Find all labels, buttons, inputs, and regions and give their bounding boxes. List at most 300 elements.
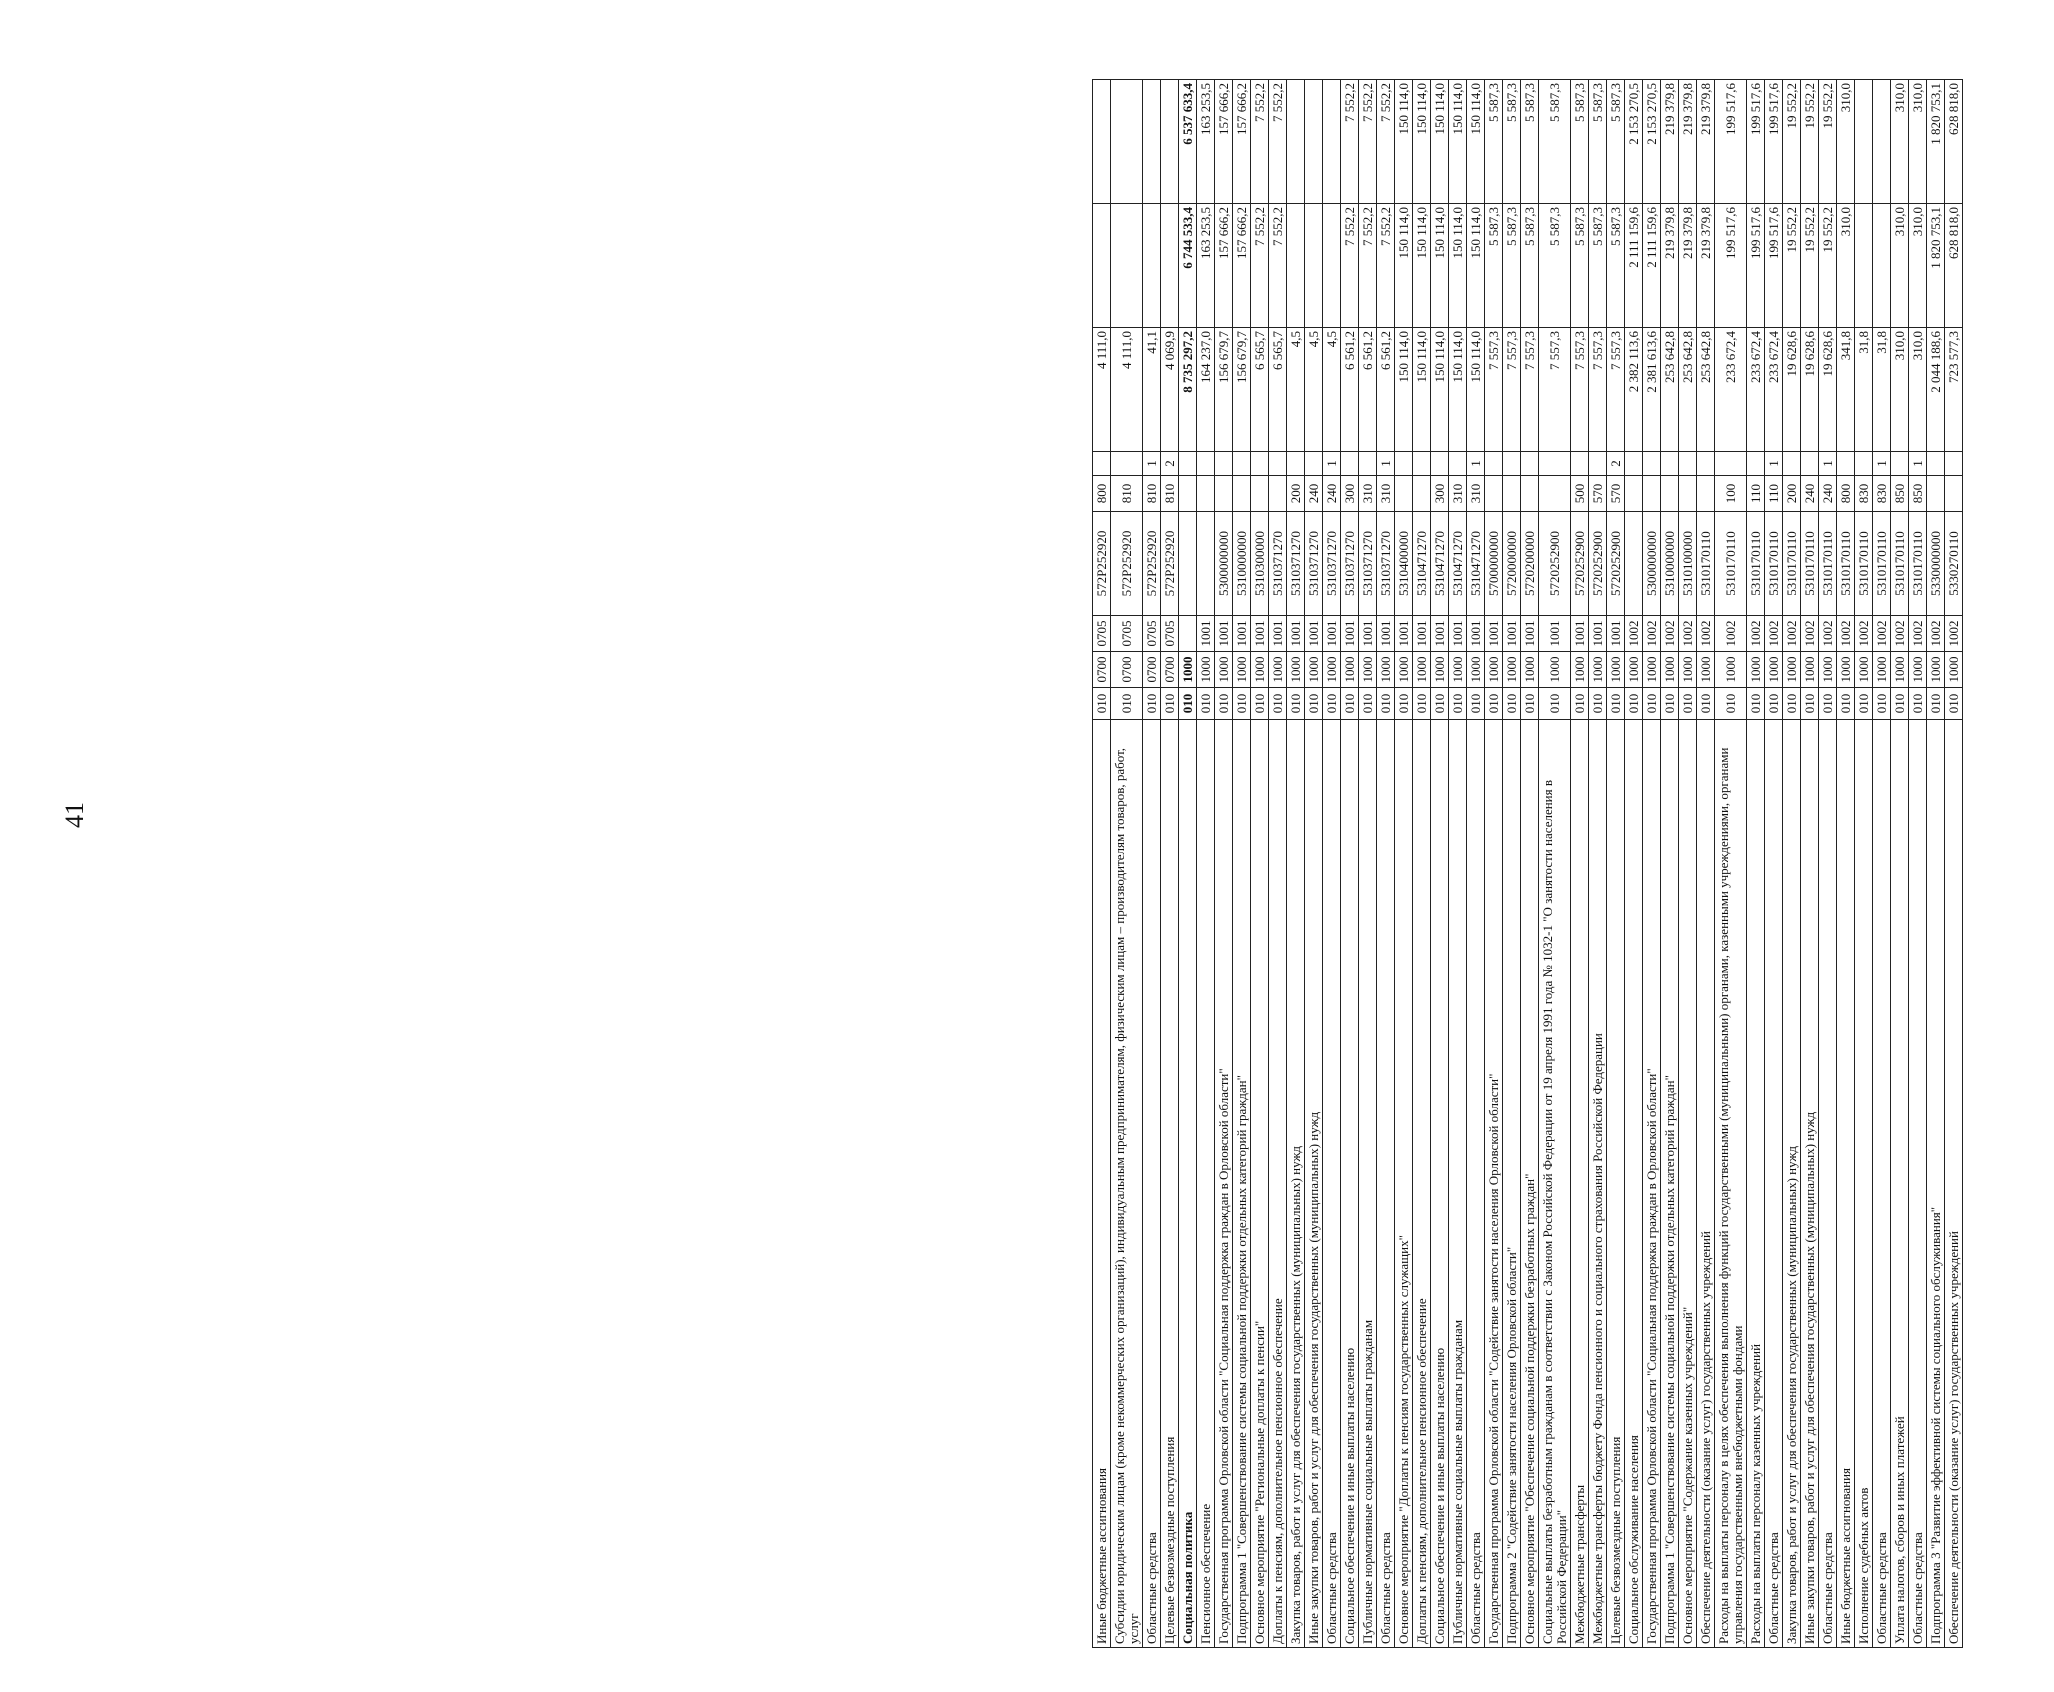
expense-type-code: 300 bbox=[1341, 476, 1359, 512]
amount-year-2: 150 114,0 bbox=[1467, 204, 1485, 328]
section-code: 1000 bbox=[1625, 652, 1643, 688]
amount-year-2: 219 379,8 bbox=[1661, 204, 1679, 328]
table-row bbox=[1179, 80, 1197, 1648]
section-code: 1000 bbox=[1377, 652, 1395, 688]
row-name: Областные средства bbox=[1143, 720, 1161, 1648]
table-row bbox=[1323, 80, 1341, 1648]
amount-year-2: 219 379,8 bbox=[1697, 204, 1715, 328]
source-mark: 1 bbox=[1873, 452, 1891, 476]
subsection-code: 0705 bbox=[1161, 616, 1179, 652]
subsection-code: 1001 bbox=[1215, 616, 1233, 652]
section-code: 1000 bbox=[1467, 652, 1485, 688]
amount-year-3: 19 552,2 bbox=[1819, 80, 1837, 204]
target-article-code: 5310371270 bbox=[1341, 512, 1359, 616]
table-row bbox=[1891, 80, 1909, 1648]
row-name: Субсидии юридическим лицам (кроме некоммерческих организаций), индивидуальным предпринимателям, физическим лицам – производителям товаров, работ, услуг bbox=[1111, 720, 1143, 1648]
expense-type-code bbox=[1697, 476, 1715, 512]
section-code: 1000 bbox=[1819, 652, 1837, 688]
expense-type-code bbox=[1679, 476, 1697, 512]
target-article-code bbox=[1197, 512, 1215, 616]
section-code: 1000 bbox=[1323, 652, 1341, 688]
amount-year-3: 5 587,3 bbox=[1589, 80, 1607, 204]
amount-year-3 bbox=[1287, 80, 1305, 204]
amount-year-3: 150 114,0 bbox=[1431, 80, 1449, 204]
source-mark bbox=[1359, 452, 1377, 476]
expense-type-code: 810 bbox=[1161, 476, 1179, 512]
section-code: 1000 bbox=[1571, 652, 1589, 688]
target-article-code: 5310471270 bbox=[1431, 512, 1449, 616]
section-code: 1000 bbox=[1697, 652, 1715, 688]
table-row bbox=[1607, 80, 1625, 1648]
ministry-code: 010 bbox=[1837, 688, 1855, 720]
amount-year-3: 219 379,8 bbox=[1661, 80, 1679, 204]
amount-year-1: 31,8 bbox=[1855, 328, 1873, 452]
target-article-code: 5720200000 bbox=[1521, 512, 1539, 616]
ministry-code: 010 bbox=[1625, 688, 1643, 720]
expense-type-code bbox=[1269, 476, 1287, 512]
source-mark bbox=[1589, 452, 1607, 476]
section-code: 1000 bbox=[1661, 652, 1679, 688]
table-row bbox=[1521, 80, 1539, 1648]
target-article-code: 5310471270 bbox=[1413, 512, 1431, 616]
ministry-code: 010 bbox=[1715, 688, 1747, 720]
expense-type-code: 850 bbox=[1909, 476, 1927, 512]
ministry-code: 010 bbox=[1161, 688, 1179, 720]
amount-year-3: 5 587,3 bbox=[1607, 80, 1625, 204]
amount-year-1: 150 114,0 bbox=[1395, 328, 1413, 452]
row-name: Областные средства bbox=[1765, 720, 1783, 1648]
amount-year-2: 310,0 bbox=[1837, 204, 1855, 328]
amount-year-3: 2 153 270,5 bbox=[1643, 80, 1661, 204]
expense-type-code bbox=[1485, 476, 1503, 512]
target-article-code: 5310371270 bbox=[1359, 512, 1377, 616]
amount-year-1: 2 044 188,6 bbox=[1927, 328, 1945, 452]
expense-type-code bbox=[1395, 476, 1413, 512]
ministry-code: 010 bbox=[1093, 688, 1111, 720]
subsection-code: 0705 bbox=[1111, 616, 1143, 652]
table-row bbox=[1679, 80, 1697, 1648]
table-row bbox=[1819, 80, 1837, 1648]
target-article-code: 5310170110 bbox=[1715, 512, 1747, 616]
ministry-code: 010 bbox=[1215, 688, 1233, 720]
ministry-code: 010 bbox=[1589, 688, 1607, 720]
ministry-code: 010 bbox=[1927, 688, 1945, 720]
expense-type-code bbox=[1503, 476, 1521, 512]
rotated-page-content bbox=[1092, 80, 2054, 1648]
expense-type-code bbox=[1215, 476, 1233, 512]
row-name: Основное мероприятие "Обеспечение социальной поддержки безработных граждан" bbox=[1521, 720, 1539, 1648]
source-mark: 1 bbox=[1909, 452, 1927, 476]
expense-type-code: 800 bbox=[1837, 476, 1855, 512]
subsection-code: 1002 bbox=[1765, 616, 1783, 652]
source-mark bbox=[1747, 452, 1765, 476]
row-name: Межбюджетные трансферты бюджету Фонда пенсионного и социального страхования Российской Федерации bbox=[1589, 720, 1607, 1648]
section-code: 1000 bbox=[1909, 652, 1927, 688]
section-code: 1000 bbox=[1449, 652, 1467, 688]
amount-year-1: 7 557,3 bbox=[1589, 328, 1607, 452]
subsection-code: 1002 bbox=[1747, 616, 1765, 652]
amount-year-1: 6 561,2 bbox=[1359, 328, 1377, 452]
target-article-code: 5310170110 bbox=[1819, 512, 1837, 616]
expense-type-code: 300 bbox=[1431, 476, 1449, 512]
table-row bbox=[1359, 80, 1377, 1648]
amount-year-1: 150 114,0 bbox=[1431, 328, 1449, 452]
source-mark bbox=[1837, 452, 1855, 476]
source-mark bbox=[1643, 452, 1661, 476]
source-mark bbox=[1395, 452, 1413, 476]
amount-year-3: 310,0 bbox=[1891, 80, 1909, 204]
section-code: 1000 bbox=[1679, 652, 1697, 688]
ministry-code: 010 bbox=[1697, 688, 1715, 720]
table-row bbox=[1233, 80, 1251, 1648]
subsection-code: 1001 bbox=[1359, 616, 1377, 652]
source-mark bbox=[1927, 452, 1945, 476]
table-row bbox=[1269, 80, 1287, 1648]
table-row bbox=[1251, 80, 1269, 1648]
source-mark bbox=[1449, 452, 1467, 476]
amount-year-1: 253 642,8 bbox=[1661, 328, 1679, 452]
row-name: Социальное обслуживание населения bbox=[1625, 720, 1643, 1648]
amount-year-1: 4,5 bbox=[1287, 328, 1305, 452]
target-article-code: 5700000000 bbox=[1485, 512, 1503, 616]
amount-year-1: 4 111,0 bbox=[1111, 328, 1143, 452]
amount-year-1: 7 557,3 bbox=[1607, 328, 1625, 452]
source-mark: 2 bbox=[1161, 452, 1179, 476]
row-name: Областные средства bbox=[1377, 720, 1395, 1648]
subsection-code: 1002 bbox=[1855, 616, 1873, 652]
target-article-code: 5310400000 bbox=[1395, 512, 1413, 616]
ministry-code: 010 bbox=[1323, 688, 1341, 720]
amount-year-3: 310,0 bbox=[1909, 80, 1927, 204]
target-article-code: 5330000000 bbox=[1927, 512, 1945, 616]
ministry-code: 010 bbox=[1377, 688, 1395, 720]
expense-type-code: 570 bbox=[1589, 476, 1607, 512]
expense-type-code bbox=[1643, 476, 1661, 512]
table-row bbox=[1837, 80, 1855, 1648]
amount-year-3: 150 114,0 bbox=[1413, 80, 1431, 204]
target-article-code: 5720252900 bbox=[1589, 512, 1607, 616]
subsection-code: 1001 bbox=[1197, 616, 1215, 652]
subsection-code: 1002 bbox=[1945, 616, 1963, 652]
source-mark bbox=[1179, 452, 1197, 476]
subsection-code: 1001 bbox=[1377, 616, 1395, 652]
amount-year-2: 7 552,2 bbox=[1341, 204, 1359, 328]
source-mark bbox=[1715, 452, 1747, 476]
amount-year-2 bbox=[1161, 204, 1179, 328]
amount-year-1: 4 069,9 bbox=[1161, 328, 1179, 452]
amount-year-3: 150 114,0 bbox=[1467, 80, 1485, 204]
subsection-code: 1002 bbox=[1783, 616, 1801, 652]
amount-year-2 bbox=[1855, 204, 1873, 328]
target-article-code: 5310371270 bbox=[1287, 512, 1305, 616]
source-mark bbox=[1215, 452, 1233, 476]
amount-year-3: 7 552,2 bbox=[1269, 80, 1287, 204]
amount-year-2: 7 552,2 bbox=[1269, 204, 1287, 328]
amount-year-1: 156 679,7 bbox=[1233, 328, 1251, 452]
table-row bbox=[1697, 80, 1715, 1648]
subsection-code: 1001 bbox=[1467, 616, 1485, 652]
amount-year-2: 7 552,2 bbox=[1377, 204, 1395, 328]
amount-year-3: 5 587,3 bbox=[1539, 80, 1571, 204]
target-article-code: 5330270110 bbox=[1945, 512, 1963, 616]
row-name: Публичные нормативные социальные выплаты гражданам bbox=[1449, 720, 1467, 1648]
table-row bbox=[1161, 80, 1179, 1648]
amount-year-1: 150 114,0 bbox=[1449, 328, 1467, 452]
amount-year-1: 8 735 297,2 bbox=[1179, 328, 1197, 452]
ministry-code: 010 bbox=[1413, 688, 1431, 720]
section-code: 1000 bbox=[1589, 652, 1607, 688]
table-row bbox=[1215, 80, 1233, 1648]
row-name: Иные бюджетные ассигнования bbox=[1093, 720, 1111, 1648]
amount-year-2: 1 820 753,1 bbox=[1927, 204, 1945, 328]
source-mark bbox=[1891, 452, 1909, 476]
amount-year-3: 5 587,3 bbox=[1485, 80, 1503, 204]
expense-type-code: 200 bbox=[1287, 476, 1305, 512]
row-name: Областные средства bbox=[1873, 720, 1891, 1648]
table-row bbox=[1503, 80, 1521, 1648]
amount-year-3: 219 379,8 bbox=[1679, 80, 1697, 204]
source-mark bbox=[1783, 452, 1801, 476]
target-article-code: 5300000000 bbox=[1643, 512, 1661, 616]
row-name: Основное мероприятие "Доплаты к пенсиям государственных служащих" bbox=[1395, 720, 1413, 1648]
section-code: 1000 bbox=[1359, 652, 1377, 688]
table-row bbox=[1643, 80, 1661, 1648]
amount-year-2: 5 587,3 bbox=[1607, 204, 1625, 328]
amount-year-1: 2 382 113,6 bbox=[1625, 328, 1643, 452]
source-mark bbox=[1287, 452, 1305, 476]
amount-year-2: 310,0 bbox=[1891, 204, 1909, 328]
row-name: Областные средства bbox=[1819, 720, 1837, 1648]
target-article-code: 5310000000 bbox=[1661, 512, 1679, 616]
target-article-code: 5310170110 bbox=[1765, 512, 1783, 616]
expense-type-code: 310 bbox=[1377, 476, 1395, 512]
row-name: Основное мероприятие "Региональные доплаты к пенсии" bbox=[1251, 720, 1269, 1648]
source-mark: 1 bbox=[1143, 452, 1161, 476]
subsection-code: 1001 bbox=[1607, 616, 1625, 652]
section-code: 1000 bbox=[1395, 652, 1413, 688]
amount-year-1: 6 565,7 bbox=[1251, 328, 1269, 452]
row-name: Государственная программа Орловской области "Социальная поддержка граждан в Орловской области" bbox=[1215, 720, 1233, 1648]
section-code: 1000 bbox=[1801, 652, 1819, 688]
amount-year-3 bbox=[1323, 80, 1341, 204]
section-code: 1000 bbox=[1269, 652, 1287, 688]
row-name: Расходы на выплаты персоналу казенных учреждений bbox=[1747, 720, 1765, 1648]
source-mark bbox=[1431, 452, 1449, 476]
amount-year-2: 19 552,2 bbox=[1819, 204, 1837, 328]
ministry-code: 010 bbox=[1607, 688, 1625, 720]
budget-table bbox=[1092, 79, 1963, 1648]
expense-type-code: 310 bbox=[1467, 476, 1485, 512]
amount-year-1: 233 672,4 bbox=[1715, 328, 1747, 452]
expense-type-code bbox=[1625, 476, 1643, 512]
expense-type-code: 240 bbox=[1323, 476, 1341, 512]
target-article-code: 5310371270 bbox=[1323, 512, 1341, 616]
amount-year-3: 5 587,3 bbox=[1521, 80, 1539, 204]
amount-year-1: 723 577,3 bbox=[1945, 328, 1963, 452]
amount-year-2: 157 666,2 bbox=[1233, 204, 1251, 328]
subsection-code: 1001 bbox=[1589, 616, 1607, 652]
row-name: Обеспечение деятельности (оказание услуг) государственных учреждений bbox=[1697, 720, 1715, 1648]
target-article-code: 5310371270 bbox=[1269, 512, 1287, 616]
subsection-code: 1001 bbox=[1413, 616, 1431, 652]
amount-year-2: 5 587,3 bbox=[1589, 204, 1607, 328]
amount-year-1: 4,5 bbox=[1323, 328, 1341, 452]
section-code: 1000 bbox=[1945, 652, 1963, 688]
subsection-code: 1001 bbox=[1323, 616, 1341, 652]
amount-year-2: 19 552,2 bbox=[1783, 204, 1801, 328]
row-name: Подпрограмма 1 "Совершенствование системы социальной поддержки отдельных категорий граждан" bbox=[1661, 720, 1679, 1648]
subsection-code: 1001 bbox=[1449, 616, 1467, 652]
subsection-code bbox=[1179, 616, 1197, 652]
subsection-code: 1001 bbox=[1269, 616, 1287, 652]
page-number: 41 bbox=[60, 802, 89, 828]
ministry-code: 010 bbox=[1873, 688, 1891, 720]
section-code: 1000 bbox=[1837, 652, 1855, 688]
source-mark bbox=[1571, 452, 1589, 476]
expense-type-code bbox=[1661, 476, 1679, 512]
section-code: 1000 bbox=[1855, 652, 1873, 688]
amount-year-2: 19 552,2 bbox=[1801, 204, 1819, 328]
row-name: Подпрограмма 1 "Совершенствование системы социальной поддержки отдельных категорий граждан" bbox=[1233, 720, 1251, 1648]
section-code: 1000 bbox=[1715, 652, 1747, 688]
amount-year-2: 150 114,0 bbox=[1449, 204, 1467, 328]
target-article-code: 5310170110 bbox=[1783, 512, 1801, 616]
target-article-code: 5310170110 bbox=[1909, 512, 1927, 616]
amount-year-1: 31,8 bbox=[1873, 328, 1891, 452]
row-name: Доплаты к пенсиям, дополнительное пенсионное обеспечение bbox=[1269, 720, 1287, 1648]
expense-type-code: 240 bbox=[1819, 476, 1837, 512]
row-name: Доплаты к пенсиям, дополнительное пенсионное обеспечение bbox=[1413, 720, 1431, 1648]
target-article-code: 5300000000 bbox=[1215, 512, 1233, 616]
source-mark bbox=[1093, 452, 1111, 476]
amount-year-2: 150 114,0 bbox=[1413, 204, 1431, 328]
ministry-code: 010 bbox=[1909, 688, 1927, 720]
row-name: Пенсионное обеспечение bbox=[1197, 720, 1215, 1648]
expense-type-code: 850 bbox=[1891, 476, 1909, 512]
amount-year-1: 6 561,2 bbox=[1377, 328, 1395, 452]
target-article-code: 5310170110 bbox=[1697, 512, 1715, 616]
subsection-code: 1002 bbox=[1801, 616, 1819, 652]
amount-year-3 bbox=[1093, 80, 1111, 204]
source-mark bbox=[1341, 452, 1359, 476]
section-code: 1000 bbox=[1485, 652, 1503, 688]
row-name: Областные средства bbox=[1909, 720, 1927, 1648]
ministry-code: 010 bbox=[1747, 688, 1765, 720]
ministry-code: 010 bbox=[1891, 688, 1909, 720]
subsection-code: 0705 bbox=[1143, 616, 1161, 652]
amount-year-1: 341,8 bbox=[1837, 328, 1855, 452]
amount-year-1: 4,5 bbox=[1305, 328, 1323, 452]
target-article-code: 572P252920 bbox=[1161, 512, 1179, 616]
amount-year-2: 5 587,3 bbox=[1503, 204, 1521, 328]
table-row bbox=[1093, 80, 1111, 1648]
table-row bbox=[1909, 80, 1927, 1648]
amount-year-2: 5 587,3 bbox=[1485, 204, 1503, 328]
ministry-code: 010 bbox=[1179, 688, 1197, 720]
subsection-code: 1001 bbox=[1251, 616, 1269, 652]
amount-year-2: 310,0 bbox=[1909, 204, 1927, 328]
amount-year-1: 2 381 613,6 bbox=[1643, 328, 1661, 452]
subsection-code: 1001 bbox=[1521, 616, 1539, 652]
target-article-code: 5310170110 bbox=[1891, 512, 1909, 616]
row-name: Закупка товаров, работ и услуг для обеспечения государственных (муниципальных) нужд bbox=[1783, 720, 1801, 1648]
amount-year-3: 628 818,0 bbox=[1945, 80, 1963, 204]
table-row bbox=[1197, 80, 1215, 1648]
amount-year-2 bbox=[1093, 204, 1111, 328]
ministry-code: 010 bbox=[1395, 688, 1413, 720]
row-name: Подпрограмма 3 "Развитие эффективной системы социального обслуживания" bbox=[1927, 720, 1945, 1648]
section-code: 1000 bbox=[1503, 652, 1521, 688]
row-name: Публичные нормативные социальные выплаты гражданам bbox=[1359, 720, 1377, 1648]
subsection-code: 1002 bbox=[1625, 616, 1643, 652]
subsection-code: 1002 bbox=[1643, 616, 1661, 652]
amount-year-2 bbox=[1143, 204, 1161, 328]
expense-type-code bbox=[1927, 476, 1945, 512]
target-article-code: 572P252920 bbox=[1093, 512, 1111, 616]
amount-year-3: 163 253,5 bbox=[1197, 80, 1215, 204]
table-row bbox=[1395, 80, 1413, 1648]
ministry-code: 010 bbox=[1251, 688, 1269, 720]
amount-year-3: 7 552,2 bbox=[1377, 80, 1395, 204]
target-article-code: 5310170110 bbox=[1873, 512, 1891, 616]
subsection-code: 1002 bbox=[1927, 616, 1945, 652]
expense-type-code: 570 bbox=[1607, 476, 1625, 512]
row-name: Иные закупки товаров, работ и услуг для обеспечения государственных (муниципальных) нужд bbox=[1801, 720, 1819, 1648]
amount-year-2 bbox=[1111, 204, 1143, 328]
table-row bbox=[1413, 80, 1431, 1648]
ministry-code: 010 bbox=[1503, 688, 1521, 720]
expense-type-code: 110 bbox=[1765, 476, 1783, 512]
row-name: Государственная программа Орловской области "Социальная поддержка граждан в Орловской области" bbox=[1643, 720, 1661, 1648]
table-row bbox=[1589, 80, 1607, 1648]
subsection-code: 1001 bbox=[1395, 616, 1413, 652]
ministry-code: 010 bbox=[1431, 688, 1449, 720]
expense-type-code: 310 bbox=[1449, 476, 1467, 512]
subsection-code: 1002 bbox=[1661, 616, 1679, 652]
subsection-code: 1001 bbox=[1431, 616, 1449, 652]
ministry-code: 010 bbox=[1521, 688, 1539, 720]
row-name: Иные закупки товаров, работ и услуг для обеспечения государственных (муниципальных) нужд bbox=[1305, 720, 1323, 1648]
amount-year-2: 219 379,8 bbox=[1679, 204, 1697, 328]
row-name: Уплата налогов, сборов и иных платежей bbox=[1891, 720, 1909, 1648]
table-row bbox=[1143, 80, 1161, 1648]
expense-type-code: 110 bbox=[1747, 476, 1765, 512]
amount-year-3 bbox=[1855, 80, 1873, 204]
target-article-code: 5310371270 bbox=[1377, 512, 1395, 616]
amount-year-2: 6 744 533,4 bbox=[1179, 204, 1197, 328]
amount-year-2: 199 517,6 bbox=[1715, 204, 1747, 328]
section-code: 1000 bbox=[1765, 652, 1783, 688]
expense-type-code: 240 bbox=[1801, 476, 1819, 512]
row-name: Закупка товаров, работ и услуг для обеспечения государственных (муниципальных) нужд bbox=[1287, 720, 1305, 1648]
row-name: Социальные выплаты безработным гражданам в соответствии с Законом Российской Федерации от 19 апреля 1991 года № 1032-1 "О занятости населения в Российской Федерации" bbox=[1539, 720, 1571, 1648]
table-row bbox=[1801, 80, 1819, 1648]
expense-type-code: 200 bbox=[1783, 476, 1801, 512]
amount-year-1: 41,1 bbox=[1143, 328, 1161, 452]
budget-table-body bbox=[1093, 80, 1963, 1648]
amount-year-1: 7 557,3 bbox=[1503, 328, 1521, 452]
amount-year-2: 150 114,0 bbox=[1431, 204, 1449, 328]
target-article-code: 5310471270 bbox=[1449, 512, 1467, 616]
expense-type-code: 500 bbox=[1571, 476, 1589, 512]
source-mark: 1 bbox=[1467, 452, 1485, 476]
section-code: 0700 bbox=[1143, 652, 1161, 688]
amount-year-1: 7 557,3 bbox=[1571, 328, 1589, 452]
amount-year-3: 157 666,2 bbox=[1215, 80, 1233, 204]
expense-type-code: 830 bbox=[1873, 476, 1891, 512]
expense-type-code: 830 bbox=[1855, 476, 1873, 512]
amount-year-1: 233 672,4 bbox=[1765, 328, 1783, 452]
